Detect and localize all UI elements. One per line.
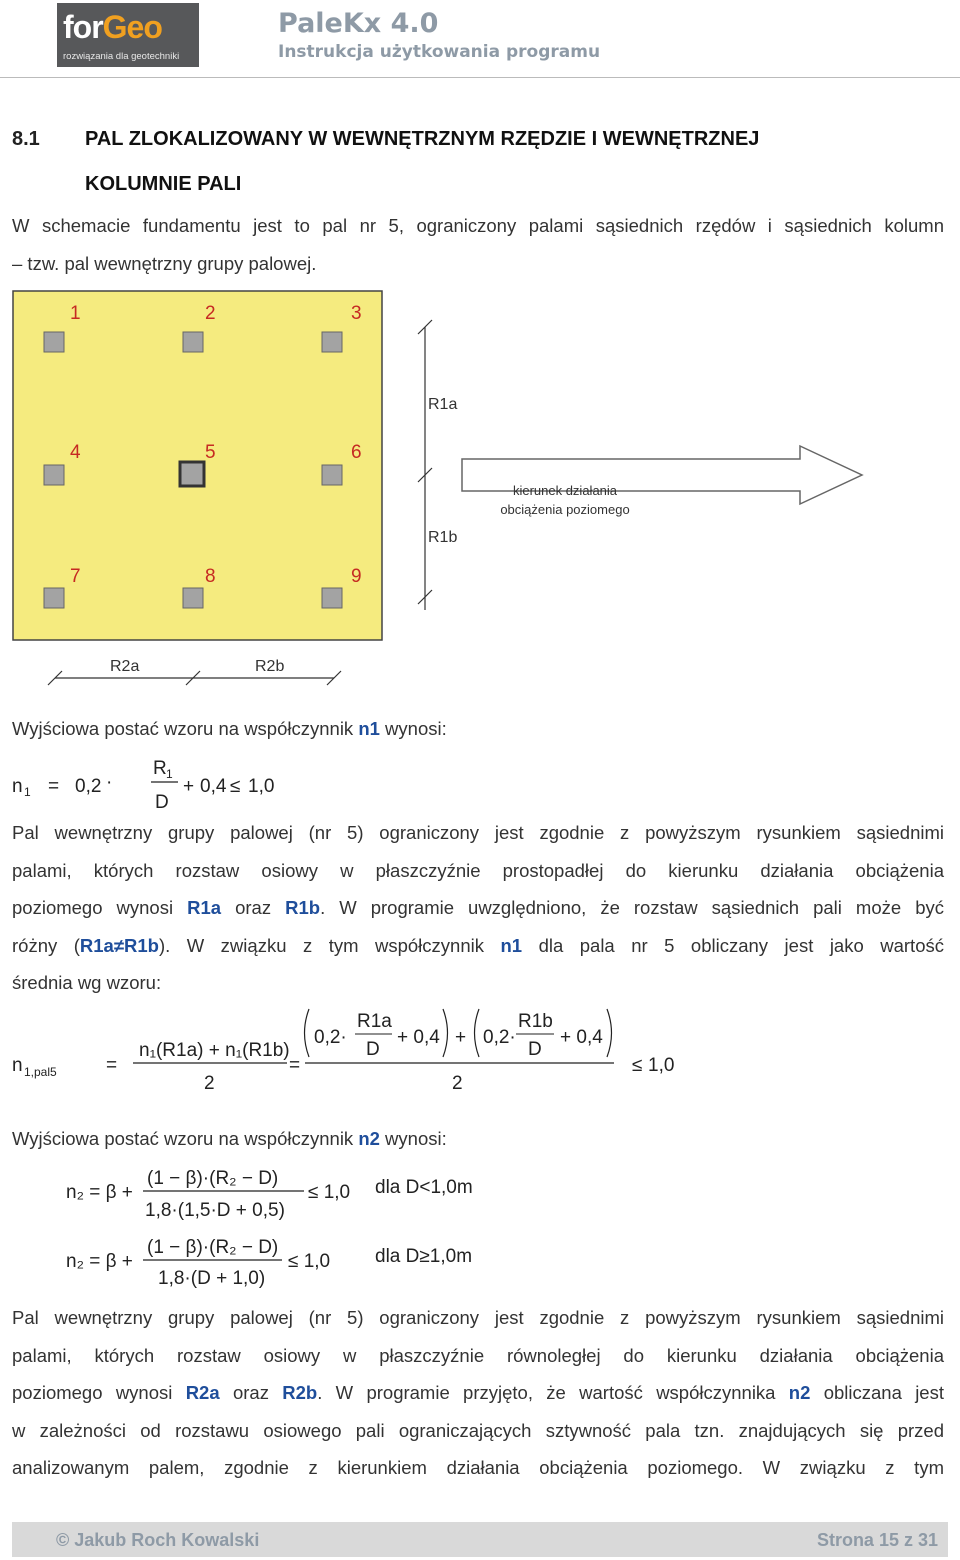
- p2-l3a: poziomego wynosi: [12, 897, 188, 918]
- footer-page-number: Strona 15 z 31: [816, 1530, 938, 1550]
- f2-two-2: 2: [452, 1073, 463, 1094]
- pile-label-6: 6: [351, 442, 362, 463]
- pile-label-9: 9: [351, 566, 362, 587]
- f2-lhs: n: [12, 1055, 23, 1076]
- f1-r: R: [153, 758, 167, 779]
- p4-line-5: analizowanym palem, zgodnie z kierunkiem działania obciążenia poziomego. W związku z tym: [12, 1457, 944, 1478]
- f2-paren-b-close: [607, 1009, 612, 1057]
- pile-3: [322, 332, 342, 352]
- f2-paren-a-open: [305, 1009, 310, 1057]
- header-divider: [0, 77, 960, 78]
- p4-l3a: poziomego wynosi: [12, 1382, 186, 1403]
- f2-a-p: + 0,4: [397, 1027, 440, 1048]
- label-r2b: R2b: [255, 658, 285, 675]
- f2-b-r: R1b: [518, 1011, 553, 1032]
- p2-l3e: . W programie uwzględniono, że rozstaw sąsiednich pali może być: [320, 897, 944, 918]
- f1-dot: ·: [106, 772, 113, 793]
- f2-b-d: D: [528, 1039, 542, 1060]
- p4-l3g: obliczana jest: [810, 1382, 944, 1403]
- f1-c1: 0,2: [75, 776, 102, 797]
- pile-label-5: 5: [205, 442, 216, 463]
- f2-paren-b-open: [475, 1009, 480, 1057]
- formula-n1: [0, 752, 960, 814]
- formula-n1-pal5: [0, 1003, 960, 1098]
- p2-n1: n1: [500, 934, 523, 956]
- f1-d: D: [155, 792, 169, 813]
- pile-9: [322, 588, 342, 608]
- p4-line-3: [12, 1374, 944, 1412]
- f3-num-1: (1 − β)·(R₂ − D): [147, 1168, 279, 1189]
- f1-lim: 1,0: [248, 776, 275, 797]
- n2-intro-text-c: wynosi:: [379, 1128, 447, 1149]
- pile-4: [44, 465, 64, 485]
- f2-eq1: =: [106, 1055, 118, 1076]
- p2-line-2: palami, których rozstaw osiowy w płaszczyźnie prostopadłej do kierunku działania obciążenia: [12, 859, 944, 881]
- forgeo-logo: [57, 3, 199, 67]
- f2-b-c: 0,2·: [483, 1027, 516, 1048]
- p2-r1a: R1a: [187, 897, 222, 918]
- f2-le: ≤: [632, 1055, 643, 1076]
- p2-r1b: R1b: [285, 897, 321, 918]
- p4-l3e: . W programie przyjęto, że wartość współczynnika: [317, 1382, 789, 1403]
- f1-plus: +: [183, 776, 195, 797]
- p2-l4e: dla pala nr 5 obliczany jest jako wartość: [522, 934, 944, 956]
- f2-lhs-sub: 1,pal5: [24, 1065, 57, 1079]
- pile-label-3: 3: [351, 303, 362, 324]
- logo-tagline: rozwiązania dla geotechniki: [63, 51, 180, 62]
- f2-paren-a-close: [443, 1009, 448, 1057]
- pile-label-4: 4: [70, 442, 81, 463]
- pile-5: [180, 462, 204, 486]
- f2-a-r: R1a: [357, 1011, 392, 1032]
- p2-l4c: ). W związku z tym współczynnik: [158, 934, 501, 956]
- footer-author: © Jakub Roch Kowalski: [56, 1530, 260, 1550]
- section-title-line1: PAL ZLOKALIZOWANY W WEWNĘTRZNYM RZĘDZIE I WEWNĘTRZNEJ: [85, 128, 760, 150]
- f1-le: ≤: [230, 776, 241, 797]
- f1-r-sub: 1: [166, 767, 173, 781]
- n1-intro-text-c: wynosi:: [379, 718, 447, 739]
- arrow-label-line2: obciążenia poziomego: [500, 502, 630, 517]
- intro-line-2: – tzw. pal wewnętrzny grupy palowej.: [12, 252, 317, 274]
- formula-n2: [0, 1160, 960, 1295]
- arrow-label-line1: kierunek działania: [512, 483, 618, 498]
- f3-le-1: ≤ 1,0: [308, 1182, 351, 1203]
- p2-line-4: [12, 927, 944, 965]
- logo-wordmark: [63, 9, 162, 46]
- f3-cond-1: dla D<1,0m: [375, 1177, 473, 1198]
- p2-l4a: różny (: [12, 934, 80, 956]
- n2-intro-text-a: Wyjściowa postać wzoru na współczynnik: [12, 1128, 359, 1149]
- f2-num-mid: n₁(R1a) + n₁(R1b): [139, 1040, 290, 1061]
- f3-lhs-1: n₂ = β +: [66, 1182, 133, 1203]
- p2-line-5: średnia wg wzoru:: [12, 972, 162, 993]
- p4-l3c: oraz: [219, 1382, 283, 1403]
- dimension-r1: [418, 320, 432, 610]
- f3-cond-2: dla D≥1,0m: [375, 1246, 473, 1267]
- app-title: PaleKx 4.0: [278, 8, 439, 39]
- label-r1a: R1a: [428, 396, 458, 413]
- f2-two-1: 2: [204, 1073, 215, 1094]
- f3-num-2: (1 − β)·(R₂ − D): [147, 1237, 279, 1258]
- pile-6: [322, 465, 342, 485]
- label-r1b: R1b: [428, 529, 458, 546]
- p4-r2b: R2b: [282, 1382, 318, 1403]
- f3-le-2: ≤ 1,0: [288, 1251, 331, 1272]
- section-title-line2: KOLUMNIE PALI: [85, 173, 242, 195]
- dimension-r2: [48, 671, 341, 685]
- label-r2a: R2a: [110, 658, 140, 675]
- p2-line-1: Pal wewnętrzny grupy palowej (nr 5) ograniczony jest zgodnie z powyższym rysunkiem sąsiednimi: [12, 822, 944, 843]
- intro-paragraph: [12, 207, 944, 282]
- f1-eq: =: [48, 776, 60, 797]
- f3-den-2: 1,8·(D + 1,0): [158, 1268, 266, 1289]
- pile-label-2: 2: [205, 303, 216, 324]
- n1-intro-text-a: Wyjściowa postać wzoru na współczynnik: [12, 718, 359, 739]
- pile-label-8: 8: [205, 566, 216, 587]
- pile-2: [183, 332, 203, 352]
- f3-lhs-2: n₂ = β +: [66, 1251, 133, 1272]
- n1-intro: [12, 710, 944, 748]
- pile-group-diagram: [0, 285, 960, 695]
- app-subtitle: Instrukcja użytkowania programu: [278, 42, 601, 62]
- p4-line-1: Pal wewnętrzny grupy palowej (nr 5) ograniczony jest zgodnie z powyższym rysunkiem sąsiednimi: [12, 1307, 944, 1328]
- page-footer: [12, 1522, 948, 1557]
- paragraph-r2: [12, 1299, 944, 1487]
- f2-a-c: 0,2·: [314, 1027, 347, 1048]
- pile-label-1: 1: [70, 303, 81, 324]
- n2-ref: n2: [358, 1128, 380, 1149]
- f2-b-p: + 0,4: [560, 1027, 603, 1048]
- p4-line-4: w zależności od rozstawu osiowego pali ograniczających sztywność pala tzn. znajdujących się przed: [12, 1419, 944, 1441]
- p2-line-3: [12, 889, 944, 927]
- pile-7: [44, 588, 64, 608]
- f2-eq2: =: [289, 1055, 301, 1076]
- f1-n: n: [12, 776, 23, 797]
- f1-sub: 1: [24, 785, 31, 799]
- section-number: 8.1: [12, 128, 40, 150]
- pile-1: [44, 332, 64, 352]
- f2-a-d: D: [366, 1039, 380, 1060]
- p4-n2: n2: [788, 1382, 811, 1403]
- n2-intro: [12, 1120, 944, 1158]
- p2-r1a-ne-r1b: R1a≠R1b: [79, 934, 159, 956]
- logo-geo: Geo: [102, 9, 162, 45]
- f2-lim: 1,0: [648, 1055, 675, 1076]
- logo-for: for: [63, 9, 103, 45]
- p4-line-2: palami, których rozstaw osiowy w płaszczyźnie równoległej do kierunku działania obciążenia: [12, 1344, 944, 1366]
- p2-l3c: oraz: [221, 897, 286, 918]
- f1-c2: 0,4: [200, 776, 227, 797]
- pile-label-7: 7: [70, 566, 81, 587]
- p4-r2a: R2a: [185, 1382, 220, 1403]
- f3-den-1: 1,8·(1,5·D + 0,5): [145, 1200, 285, 1221]
- intro-line-1: W schemacie fundamentu jest to pal nr 5, ograniczony palami sąsiednich rzędów i sąsiednich kolumn: [12, 215, 944, 236]
- n1-ref: n1: [358, 718, 380, 739]
- pile-8: [183, 588, 203, 608]
- paragraph-r1: [12, 814, 944, 1002]
- page-header: [0, 0, 960, 80]
- f2-plus: +: [455, 1027, 467, 1048]
